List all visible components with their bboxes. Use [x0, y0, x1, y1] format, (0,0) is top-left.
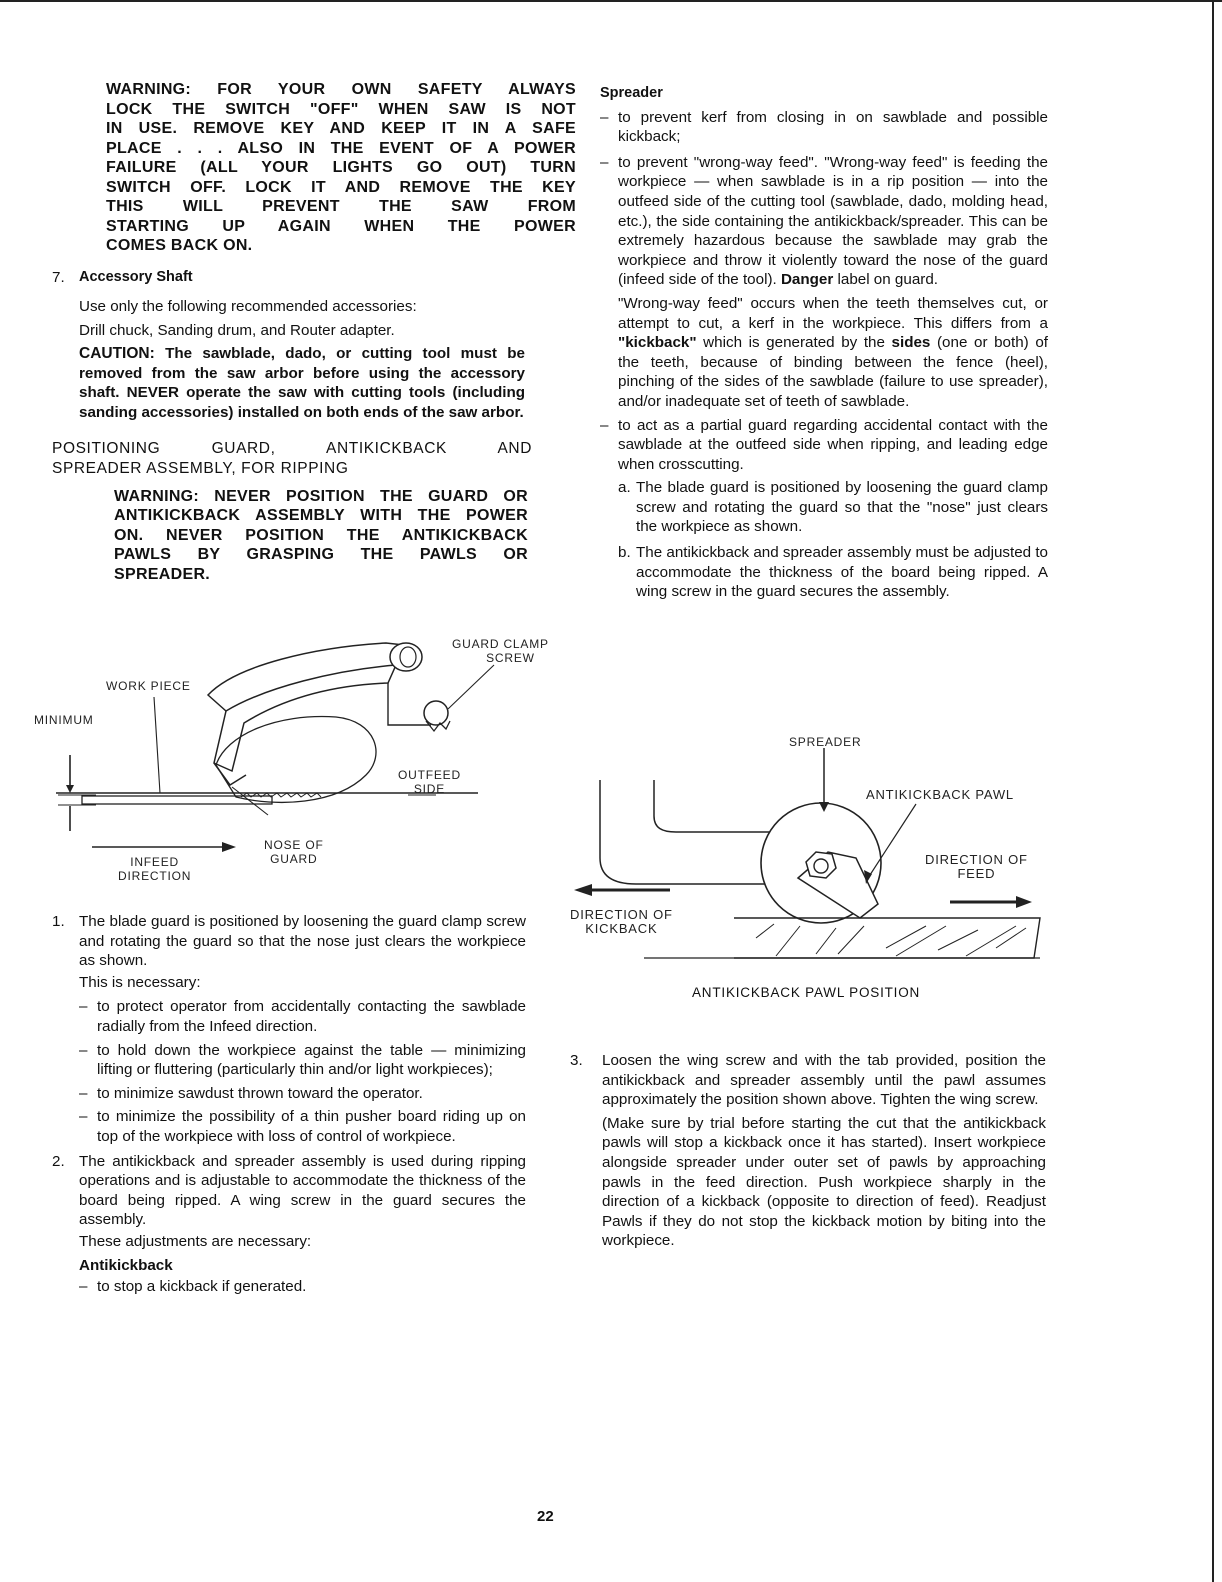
bullet-text: to prevent "wrong-way feed". "Wrong-way feed" is feeding the workpiece — when sawblade is in a rip position — into the outfeed side of the cutting tool (sawblade, dado, molding head, etc.), the side containing the antikickback/spreader. This can be extremely hazardous because the sawblade may grab the workpiece and throw it violently toward the nose of the guard (infeed side of the tool).: [618, 153, 1048, 289]
feed-arrowhead: [1016, 896, 1032, 908]
bullet: – to act as a partial guard regarding accidental contact with the sawblade at the outfeed side when ripping, and leading edge when crosscutting.: [600, 416, 1048, 473]
bullet: – to minimize the possibility of a thin pusher board riding up on top of the workpiece with loss of control of workpiece.: [79, 1108, 526, 1145]
left-column: [52, 80, 576, 584]
item-2-necessary: These adjustments are necessary:: [79, 1232, 312, 1250]
guard-spreader: [388, 683, 431, 725]
item-number: 2.: [52, 1152, 65, 1170]
sub-item-a: [618, 478, 1048, 537]
label-text: SIDE: [413, 782, 446, 796]
caution-rest: operate the saw with cutting tools (including sanding accessories) installed on both ends of the saw arbor.: [79, 384, 525, 422]
danger-label: Danger: [780, 271, 834, 289]
top-border: [0, 0, 1222, 2]
caution-text: [79, 344, 525, 422]
item-1-text: The blade guard is positioned by loosening the guard clamp screw and rotating the guard so that the nose just clears the workpiece as shown.: [79, 913, 526, 970]
wrongway-text: (one or both) of the teeth, because of binding between the fence (heel), pinching of the sides of the sawblade (failure to use spreader), and/or inadequate set of teeth of sawblade.: [618, 334, 1048, 410]
section-heading-line: POSITIONING GUARD, ANTIKICKBACK AND: [52, 439, 532, 457]
caution-never: NEVER: [126, 384, 179, 402]
guard-top: [208, 643, 404, 711]
leader-guard-clamp: [448, 665, 494, 709]
workpiece-board: [734, 918, 1040, 958]
left-items: [52, 912, 526, 1297]
label-text: INFEED: [130, 855, 179, 869]
sub-label: a.: [618, 479, 631, 497]
wood-grain: [756, 924, 1026, 956]
spreader-outline-inner: [654, 780, 776, 832]
warning-line: COMES BACK ON.: [106, 237, 253, 254]
warning-line: WARNING: NEVER POSITION THE GUARD OR: [114, 487, 528, 505]
section-heading: [52, 439, 532, 479]
antikickback-title: Antikickback: [79, 1256, 173, 1274]
accessory-shaft-section: [52, 268, 537, 423]
bullet: – to prevent "wrong-way feed". "Wrong-way feed" is feeding the workpiece — when sawblade is in a rip position — into the outfeed side of the cutting tool (sawblade, dado, molding head, etc.), the side containing the antikickback/spreader. This can be extremely hazardous because the sawblade may grab the workpiece and throw it violently toward the nose of the guard (infeed side of the tool). Danger label on guard.: [600, 153, 1048, 289]
accessory-shaft-title: Accessory Shaft: [79, 268, 193, 285]
warning-line: ANTIKICKBACK ASSEMBLY WITH THE POWER: [114, 507, 528, 525]
label-direction-feed: [925, 853, 1028, 881]
bullet-text: to stop a kickback if generated.: [97, 1278, 307, 1296]
label-work-piece: WORK PIECE: [106, 679, 191, 693]
warning-positioning: [114, 487, 528, 585]
bullet: – to prevent kerf from closing in on sawblade and possible kickback;: [600, 108, 1048, 146]
page-number: 22: [537, 1508, 554, 1525]
wrong-way-feed-text: [600, 294, 1048, 412]
warning-line: THIS WILL PREVENT THE SAW FROM: [106, 198, 576, 215]
label-text: DIRECTION OF: [925, 852, 1028, 867]
label-minimum: MINIMUM: [34, 713, 94, 727]
wrongway-text: "Wrong-way feed" occurs when the teeth themselves cut, or attempt to cut, a kerf in the workpiece. This differs from a: [618, 294, 1048, 332]
label-spreader: SPREADER: [789, 735, 862, 749]
item-2-text: The antikickback and spreader assembly is used during ripping operations and is adjustable to accommodate the thickness of the board being ripped. A wing screw in the guard secures the assembly.: [79, 1152, 526, 1229]
bullet-text: to prevent kerf from closing in on sawblade and possible kickback;: [618, 108, 1048, 146]
item-number: 1.: [52, 913, 65, 930]
item-1-necessary: This is necessary:: [79, 973, 201, 991]
warning-line: SPREADER.: [114, 565, 211, 583]
bullet-text: label on guard.: [833, 271, 938, 289]
bullet-text: to act as a partial guard regarding accidental contact with the sawblade at the outfeed side when ripping, and leading edge when crosscutting.: [618, 416, 1048, 473]
sub-text: The blade guard is positioned by loosening the guard clamp screw and rotating the guard so that the "nose" just clears the workpiece as shown.: [636, 479, 1048, 536]
accessory-list: Drill chuck, Sanding drum, and Router adapter.: [79, 321, 395, 339]
caution-label: CAUTION:: [79, 345, 155, 363]
label-text: DIRECTION OF: [570, 907, 673, 922]
sawblade-shape: [216, 717, 376, 803]
item-2: [52, 1152, 526, 1297]
bullet: – to hold down the workpiece against the table — minimizing lifting or fluttering (particularly thin and/or light workpieces);: [79, 1041, 526, 1079]
sub-item-b: [618, 543, 1048, 602]
figure-caption: ANTIKICKBACK PAWL POSITION: [692, 985, 921, 1000]
minimum-arrowhead: [66, 785, 74, 793]
item-number: 7.: [52, 268, 65, 286]
warning-line: PAWLS BY GRASPING THE PAWLS OR: [114, 546, 528, 564]
spreader-title: Spreader: [600, 85, 663, 101]
item-3-text-2: (Make sure by trial before starting the cut that the antikickback pawls will stop a kickback once it has started). Insert workpiece alongside spreader under outer set of pawls by approaching pawls in the feed direction. Push workpiece sharply in the direction of a kickback (opposite to direction of feed). Readjust Pawls if they do not stop the kickback motion by biting into the workpiece.: [602, 1114, 1046, 1250]
kickback-arrowhead: [574, 884, 592, 896]
section-heading-line: SPREADER ASSEMBLY, FOR RIPPING: [52, 459, 349, 477]
warning-line: SWITCH OFF. LOCK IT AND REMOVE THE KEY: [106, 178, 576, 196]
warning-line: WARNING: FOR YOUR OWN SAFETY ALWAYS: [106, 81, 576, 98]
bullet: – to stop a kickback if generated.: [79, 1278, 307, 1296]
workpiece-shape: [82, 796, 272, 804]
kickback-term: "kickback": [618, 334, 697, 352]
accessory-text: Use only the following recommended accessories:: [79, 298, 417, 316]
warning-line: LOCK THE SWITCH "OFF" WHEN SAW IS NOT: [106, 100, 576, 118]
label-text: OUTFEED: [398, 768, 461, 782]
warning-line: PLACE . . . ALSO IN THE EVENT OF A POWER: [106, 139, 576, 157]
bullet: – to protect operator from accidentally contacting the sawblade radially from the Infeed direction.: [79, 998, 526, 1035]
item-3: [570, 1051, 1046, 1251]
right-border: [1212, 0, 1214, 1582]
label-outfeed: [398, 768, 461, 796]
item-1: [52, 912, 526, 1147]
item-number: 3.: [570, 1052, 583, 1069]
guard-nose: [214, 763, 246, 785]
label-text: SCREW: [486, 651, 535, 665]
infeed-arrowhead: [222, 842, 236, 852]
label-text: DIRECTION: [118, 869, 192, 883]
bullet-text: to hold down the workpiece against the table — minimizing lifting or fluttering (particularly thin and/or light workpieces);: [97, 1041, 526, 1079]
label-text: GUARD: [270, 852, 318, 866]
sides-term: sides: [891, 334, 931, 352]
item-3-text: Loosen the wing screw and with the tab provided, position the antikickback and spreader assembly until the pawl assumes approximately the position shown above. Tighten the wing screw.: [602, 1052, 1046, 1109]
leader-work-piece: [154, 697, 160, 793]
wrongway-text: which is generated by the: [696, 334, 892, 352]
label-text: FEED: [957, 866, 996, 881]
sub-label: b.: [618, 544, 631, 562]
clamp-screw-knob: [424, 701, 448, 725]
label-text: NOSE OF: [264, 838, 324, 852]
warning-line: FAILURE (ALL YOUR LIGHTS GO OUT) TURN: [106, 159, 576, 176]
label-guard-clamp: [452, 637, 549, 665]
label-direction-kickback: [570, 908, 673, 936]
warning-line: IN USE. REMOVE KEY AND KEEP IT IN A SAFE: [106, 120, 576, 137]
warning-line: STARTING UP AGAIN WHEN THE POWER: [106, 217, 576, 235]
warning-switch-lock: [106, 80, 576, 256]
caution-body: The sawblade, dado, or cutting tool must be removed from the saw arbor before using the accessory shaft.: [79, 345, 525, 402]
label-antikickback-pawl: ANTIKICKBACK PAWL: [866, 787, 1014, 802]
sub-text: The antikickback and spreader assembly must be adjusted to accommodate the thickness of the board being ripped. A wing screw in the guard secures the assembly.: [636, 544, 1048, 601]
bullet-text: to protect operator from accidentally contacting the sawblade radially from the Infeed direction.: [97, 998, 526, 1035]
label-infeed: [118, 855, 191, 883]
label-nose: [264, 838, 324, 866]
label-text: GUARD CLAMP: [452, 637, 549, 651]
bullet: – to minimize sawdust thrown toward the operator.: [79, 1084, 423, 1102]
bullet-text: to minimize the possibility of a thin pusher board riding up on top of the workpiece with loss of control of workpiece.: [97, 1108, 526, 1145]
right-column: [600, 84, 1048, 602]
label-text: KICKBACK: [585, 921, 658, 936]
warning-line: ON. NEVER POSITION THE ANTIKICKBACK: [114, 526, 528, 544]
item-3-block: [570, 1051, 1046, 1251]
bullet-text: to minimize sawdust thrown toward the operator.: [97, 1084, 423, 1102]
